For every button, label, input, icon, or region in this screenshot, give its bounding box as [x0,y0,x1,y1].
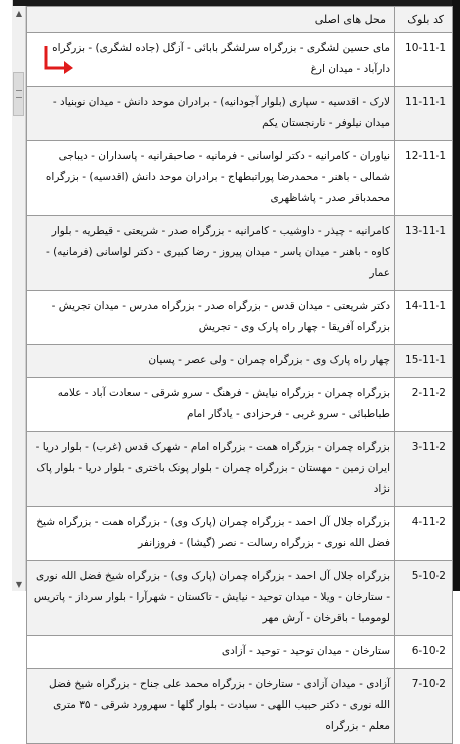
table-row [27,141,453,216]
places-cell[interactable]: نیاوران - کامرانیه - دکتر لواسانی - فرمانیه - صاحبقرانیه - پاسداران - دیباجی شمالی - باهنر - محمدرضا پوراتبطهاج - برادران موحد دانش (اقدسیه) - بزرگراه محمدباقر صدر - پاشاظهری [27,141,395,216]
places-cell[interactable]: بزرگراه جلال آل احمد - بزرگراه چمران (پارک وی) - بزرگراه شیخ فضل الله نوری - ستارخان - ویلا - میدان توحید - نیایش - تاکستان - شهرآرا - بلوار سرداز - پاتریس لومومبا - باقرخان - آرش مهر [27,561,395,636]
header-code[interactable]: کد بلوک [395,7,453,33]
table-row [27,432,453,507]
places-cell[interactable]: بزرگراه جلال آل احمد - بزرگراه چمران (پارک وی) - بزرگراه همت - بزرگراه شیخ فضل الله نوری - بزرگراه رسالت - نصر (گیشا) - فروزانفر [27,507,395,561]
scroll-down-arrow-icon[interactable]: ▼ [15,579,23,589]
places-cell[interactable]: کامرانیه - چیذر - داوشیب - کامرانیه - بزرگراه صدر - شریعتی - قیطریه - بلوار کاوه - باهنر - میدان یاسر - میدان پیروز - رضا کبیری - دکتر لواسانی (فرمانیه) - عمار [27,216,395,291]
block-code-cell[interactable]: 14-11-1 [395,291,453,345]
block-code-cell[interactable]: 4-11-2 [395,507,453,561]
block-code-cell[interactable]: 2-11-2 [395,378,453,432]
table-row [27,345,453,378]
block-code-cell[interactable]: 6-10-2 [395,636,453,669]
scrollbar-thumb[interactable] [13,72,24,116]
block-code-cell[interactable]: 10-11-1 [395,33,453,87]
table-row [27,561,453,636]
spreadsheet-area [26,6,452,732]
block-table [26,6,453,744]
block-code-cell[interactable]: 12-11-1 [395,141,453,216]
block-code-cell[interactable]: 3-11-2 [395,432,453,507]
annotation-arrow-icon [42,44,76,74]
places-cell[interactable]: آزادی - میدان آزادی - ستارخان - بزرگراه محمد علی جناح - بزرگراه شیخ فضل الله نوری - دکتر حبیب اللهی - سیادت - بلوار گلها - سهرورد شرقی - ۳۵ متری معلم - بزرگراه [27,669,395,744]
scrollbar-grip-icon [16,90,22,98]
places-cell[interactable]: بزرگراه چمران - بزرگراه نیایش - فرهنگ - سرو شرقی - سعادت آباد - علامه طباطبائی - سرو غربی - فرحزادی - یادگار امام [27,378,395,432]
places-cell[interactable]: مای حسین لشگری - بزرگراه سرلشگر بابائی - آزگل (جاده لشگری) - بزرگراه دارآباد - میدان ارغ [27,33,395,87]
scroll-up-arrow-icon[interactable]: ▲ [15,8,23,18]
block-code-cell[interactable]: 5-10-2 [395,561,453,636]
table-row [27,291,453,345]
window-right-border [452,0,460,591]
table-row [27,636,453,669]
block-code-cell[interactable]: 15-11-1 [395,345,453,378]
places-cell[interactable]: ستارخان - میدان توحید - توحید - آزادی [27,636,395,669]
vertical-scrollbar[interactable] [12,6,26,591]
arrow-head [64,61,73,74]
table-row [27,669,453,744]
places-cell[interactable]: لارک - اقدسیه - سپاری (بلوار آجودانیه) - برادران موحد دانش - میدان نوبنیاد - میدان نیلوفر - نارنجستان یکم [27,87,395,141]
places-cell[interactable]: چهار راه پارک وی - بزرگراه چمران - ولی عصر - پسیان [27,345,395,378]
table-row [27,33,453,87]
block-code-cell[interactable]: 13-11-1 [395,216,453,291]
table-row [27,87,453,141]
places-cell[interactable]: بزرگراه چمران - بزرگراه همت - بزرگراه امام - شهرک قدس (غرب) - بلوار دریا - ایران زمین - مهستان - بزرگراه چمران - بلوار پونک باختری - بلوار دریا - بلوار پاک نژاد [27,432,395,507]
block-code-cell[interactable]: 7-10-2 [395,669,453,744]
table-row [27,378,453,432]
header-places[interactable]: محل های اصلی [27,7,395,33]
block-code-cell[interactable]: 11-11-1 [395,87,453,141]
header-row [27,7,453,33]
table-row [27,216,453,291]
table-row [27,507,453,561]
places-cell[interactable]: دکتر شریعتی - میدان قدس - بزرگراه صدر - بزرگراه مدرس - میدان تجریش - بزرگراه آفریقا - چهار راه پارک وی - تجریش [27,291,395,345]
